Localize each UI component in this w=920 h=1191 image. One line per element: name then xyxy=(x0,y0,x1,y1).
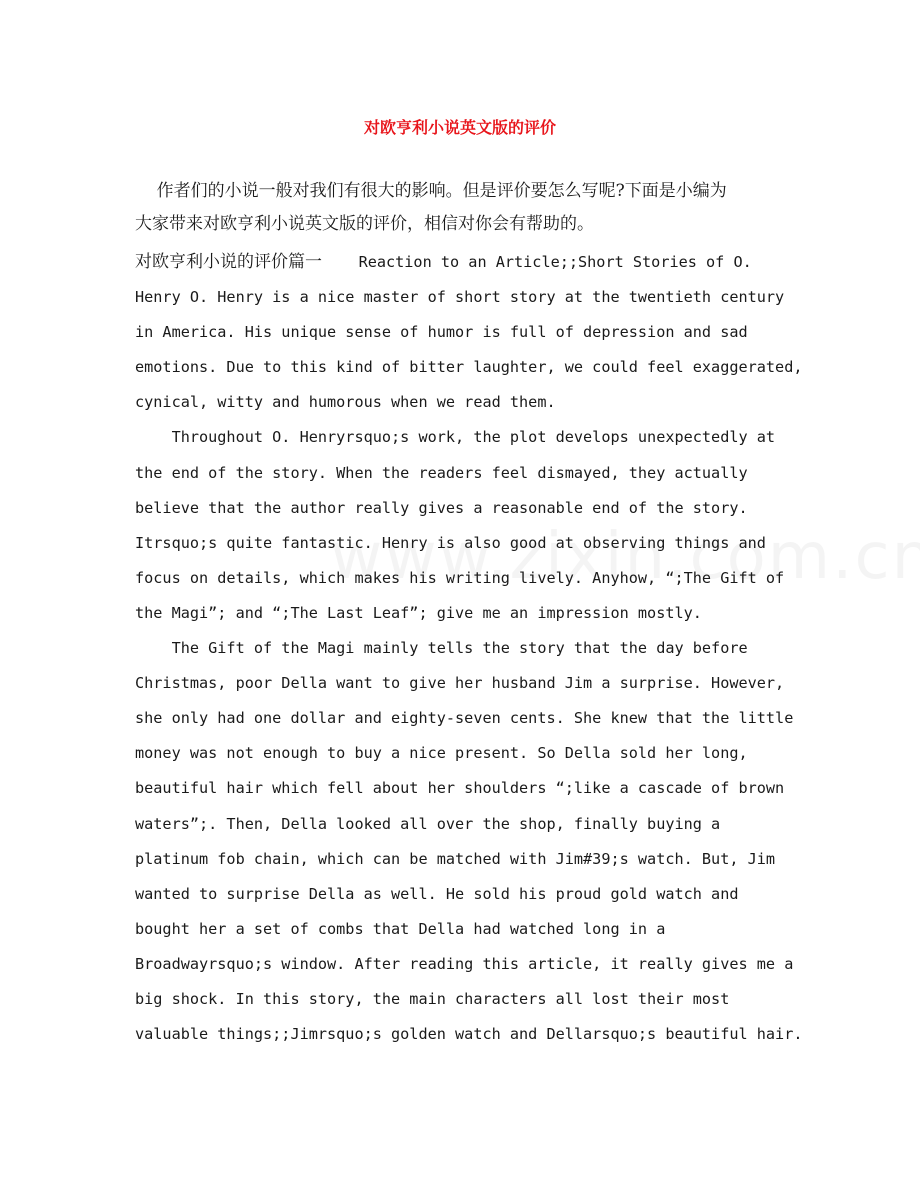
essay-line: money was not enough to buy a nice present. So Della sold her long, xyxy=(135,744,748,763)
essay-line: cynical, witty and humorous when we read them. xyxy=(135,393,556,412)
essay-line: emotions. Due to this kind of bitter laughter, we could feel exaggerated, xyxy=(135,358,803,377)
essay-line: the Magi”; and “;The Last Leaf”; give me an impression mostly. xyxy=(135,603,702,622)
essay-line: Itrsquo;s quite fantastic. Henry is also good at observing things and xyxy=(135,533,766,552)
essay-line: waters”;. Then, Della looked all over the shop, finally buying a xyxy=(135,814,721,833)
intro-paragraph xyxy=(135,175,795,241)
essay-line: Christmas, poor Della want to give her husband Jim a surprise. However, xyxy=(135,674,785,693)
essay-line: platinum fob chain, which can be matched with Jim#39;s watch. But, Jim xyxy=(135,849,776,868)
intro-line: 大家带来对欧亨利小说英文版的评价，相信对你会有帮助的。 xyxy=(135,214,594,234)
essay-line: beautiful hair which fell about her shoulders “;like a cascade of brown xyxy=(135,779,785,798)
essay-line: Throughout O. Henryrsquo;s work, the plot develops unexpectedly at xyxy=(135,428,776,447)
section-heading: 对欧亨利小说的评价篇一 xyxy=(135,252,322,272)
document-title: 对欧亨利小说英文版的评价 xyxy=(363,118,556,137)
essay-line-first xyxy=(135,245,795,280)
essay-line: she only had one dollar and eighty-seven cents. She knew that the little xyxy=(135,709,794,728)
essay-line: believe that the author really gives a reasonable end of the story. xyxy=(135,498,748,517)
essay-line: The Gift of the Magi mainly tells the story that the day before xyxy=(135,639,748,658)
essay-line: big shock. In this story, the main characters all lost their most xyxy=(135,989,730,1008)
essay-line: focus on details, which makes his writing lively. Anyhow, “;The Gift of xyxy=(135,568,785,587)
essay-line: Reaction to an Article;;Short Stories of O. xyxy=(322,253,752,271)
essay-line: Broadwayrsquo;s window. After reading this article, it really gives me a xyxy=(135,954,794,973)
essay-line: the end of the story. When the readers feel dismayed, they actually xyxy=(135,463,748,482)
essay-line: valuable things;;Jimrsquo;s golden watch and Dellarsquo;s beautiful hair. xyxy=(135,1025,803,1044)
essay-line: wanted to surprise Della as well. He sold his proud gold watch and xyxy=(135,884,739,903)
intro-line: 作者们的小说一般对我们有很大的影响。但是评价要怎么写呢?下面是小编为 xyxy=(135,181,727,201)
essay-line: bought her a set of combs that Della had watched long in a xyxy=(135,919,666,938)
essay-body xyxy=(135,245,803,1052)
essay-line: in America. His unique sense of humor is full of depression and sad xyxy=(135,323,748,342)
essay-line: Henry O. Henry is a nice master of short story at the twentieth century xyxy=(135,288,785,307)
